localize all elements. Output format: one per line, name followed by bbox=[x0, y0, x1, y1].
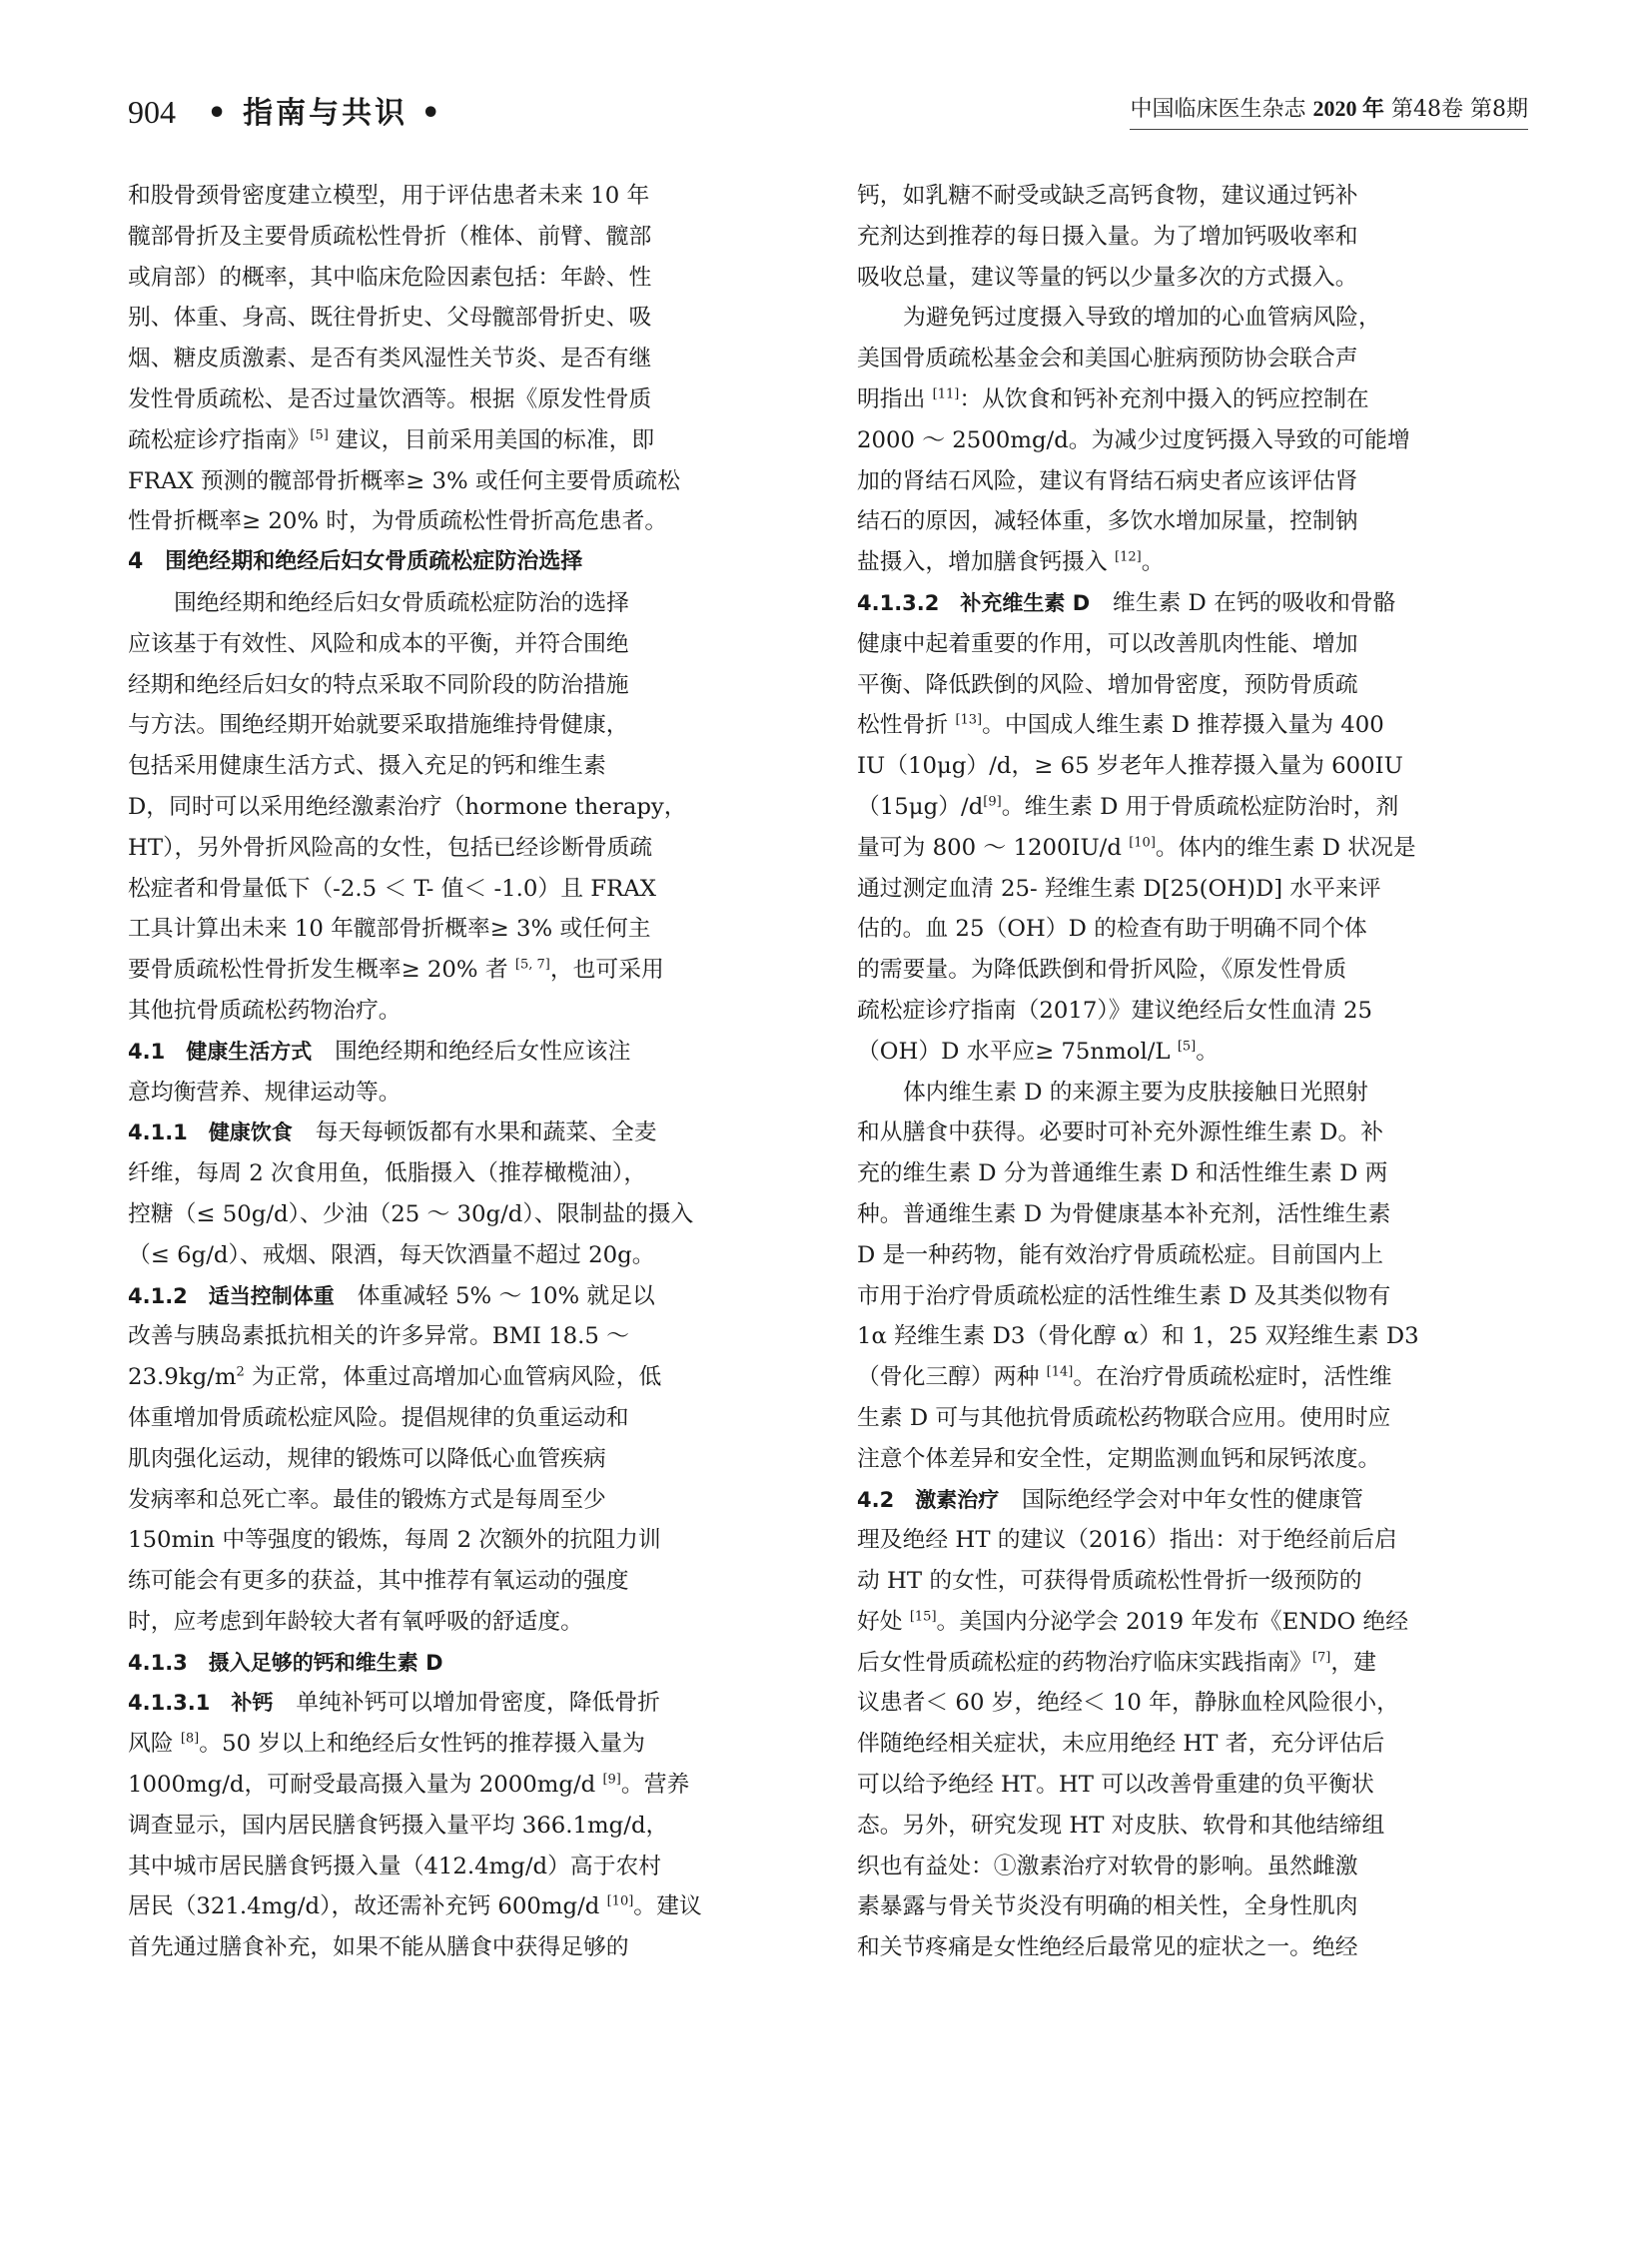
text-line: 性骨折概率≥ 20% 时，为骨质疏松性骨折高危患者。 bbox=[128, 508, 668, 535]
text-line: （≤ 6g/d）、戒烟、限酒，每天饮酒量不超过 20g。 bbox=[128, 1241, 655, 1268]
page-header-left bbox=[128, 96, 443, 129]
text-line: 充剂达到推荐的每日摄入量。为了增加钙吸收率和 bbox=[857, 223, 1358, 250]
text-line: 纤维，每周 2 次食用鱼，低脂摄入（推荐橄榄油）， bbox=[128, 1160, 647, 1187]
text-line: IU（10μg）/d，≥ 65 岁老年人推荐摄入量为 600IU bbox=[857, 753, 1403, 780]
text-line: 其他抗骨质疏松药物治疗。 bbox=[128, 997, 402, 1024]
text-line: 4.2 激素治疗 国际绝经学会对中年女性的健康管 bbox=[857, 1486, 1363, 1513]
text-line: 别、体重、身高、既往骨折史、父母髋部骨折史、吸 bbox=[128, 305, 652, 332]
text-line: 和股骨颈骨密度建立模型，用于评估患者未来 10 年 bbox=[128, 183, 650, 209]
text-line: 4.1.3 摄入足够的钙和维生素 D bbox=[128, 1650, 443, 1675]
text-line: 体重增加骨质疏松症风险。提倡规律的负重运动和 bbox=[128, 1404, 629, 1431]
text-line: 理及绝经 HT 的建议（2016）指出：对于绝经前后启 bbox=[857, 1527, 1397, 1554]
text-line: 肌肉强化运动，规律的锻炼可以降低心血管疾病 bbox=[128, 1445, 606, 1472]
text-line: 松性骨折 [13]。中国成人维生素 D 推荐摄入量为 400 bbox=[857, 712, 1384, 739]
text-line: D 是一种药物，能有效治疗骨质疏松症。目前国内上 bbox=[857, 1241, 1384, 1268]
text-line: 后女性骨质疏松症的药物治疗临床实践指南》[7]，建 bbox=[857, 1649, 1376, 1676]
section-title: • 指南与共识 • bbox=[207, 96, 443, 131]
text-line: 髋部骨折及主要骨质疏松性骨折（椎体、前臂、髋部 bbox=[128, 223, 652, 250]
text-line: 钙，如乳糖不耐受或缺乏高钙食物，建议通过钙补 bbox=[857, 183, 1358, 209]
text-line: HT），另外骨折风险高的女性，包括已经诊断骨质疏 bbox=[128, 834, 653, 861]
text-line: 动 HT 的女性，可获得骨质疏松性骨折一级预防的 bbox=[857, 1568, 1362, 1595]
text-line: 议患者＜ 60 岁，绝经＜ 10 年，静脉血栓风险很小， bbox=[857, 1690, 1399, 1717]
text-line: 吸收总量，建议等量的钙以少量多次的方式摄入。 bbox=[857, 264, 1358, 291]
text-line: 发性骨质疏松、是否过量饮酒等。根据《原发性骨质 bbox=[128, 385, 652, 412]
left-column bbox=[128, 176, 789, 1968]
text-line: 时，应考虑到年龄较大者有氧呼吸的舒适度。 bbox=[128, 1608, 583, 1635]
text-line: 种。普通维生素 D 为骨健康基本补充剂，活性维生素 bbox=[857, 1200, 1391, 1227]
text-line: 态。另外，研究发现 HT 对皮肤、软骨和其他结缔组 bbox=[857, 1812, 1385, 1839]
text-line: 2000 ～ 2500mg/d。为减少过度钙摄入导致的可能增 bbox=[857, 426, 1410, 453]
text-line: 或肩部）的概率，其中临床危险因素包括：年龄、性 bbox=[128, 264, 652, 291]
text-line: 美国骨质疏松基金会和美国心脏病预防协会联合声 bbox=[857, 346, 1358, 373]
text-line: 注意个体差异和安全性，定期监测血钙和尿钙浓度。 bbox=[857, 1445, 1381, 1472]
text-line: 1000mg/d，可耐受最高摄入量为 2000mg/d [9]。营养 bbox=[128, 1772, 690, 1799]
text-line: 织也有益处：①激素治疗对软骨的影响。虽然雌激 bbox=[857, 1853, 1358, 1879]
text-line: 首先通过膳食补充，如果不能从膳食中获得足够的 bbox=[128, 1934, 629, 1961]
text-line: 量可为 800 ～ 1200IU/d [10]。体内的维生素 D 状况是 bbox=[857, 834, 1416, 861]
text-line: 4.1 健康生活方式 围绝经期和绝经后女性应该注 bbox=[128, 1038, 631, 1065]
text-line: 要骨质疏松性骨折发生概率≥ 20% 者 [5, 7]，也可采用 bbox=[128, 957, 664, 984]
text-line: 控糖（≤ 50g/d）、少油（25 ～ 30g/d）、限制盐的摄入 bbox=[128, 1200, 694, 1227]
text-line: 4.1.1 健康饮食 每天每顿饭都有水果和蔬菜、全麦 bbox=[128, 1120, 657, 1146]
text-line: D，同时可以采用绝经激素治疗（hormone therapy， bbox=[128, 793, 687, 820]
journal-volume: 第48卷 bbox=[1391, 97, 1463, 122]
journal-issue: 第8期 bbox=[1470, 97, 1528, 122]
right-column bbox=[857, 176, 1518, 1968]
text-line: 经期和绝经后妇女的特点采取不同阶段的防治措施 bbox=[128, 671, 629, 698]
text-line: 包括采用健康生活方式、摄入充足的钙和维生素 bbox=[128, 753, 606, 780]
text-line: 伴随绝经相关症状，未应用绝经 HT 者，充分评估后 bbox=[857, 1731, 1385, 1758]
section-heading: 4 围绝经期和绝经后妇女骨质疏松症防治选择 bbox=[128, 549, 583, 575]
text-line: 结石的原因，减轻体重，多饮水增加尿量，控制钠 bbox=[857, 508, 1358, 535]
text-line: 素暴露与骨关节炎没有明确的相关性，全身性肌肉 bbox=[857, 1893, 1358, 1920]
text-line: 烟、糖皮质激素、是否有类风湿性关节炎、是否有继 bbox=[128, 346, 652, 373]
text-line: 调查显示，国内居民膳食钙摄入量平均 366.1mg/d， bbox=[128, 1812, 669, 1839]
text-line: 估的。血 25（OH）D 的检查有助于明确不同个体 bbox=[857, 916, 1367, 943]
text-line: 与方法。围绝经期开始就要采取措施维持骨健康， bbox=[128, 712, 629, 739]
text-line: 4.1.3.1 补钙 单纯补钙可以增加骨密度，降低骨折 bbox=[128, 1690, 660, 1717]
text-line: 其中城市居民膳食钙摄入量（412.4mg/d）高于农村 bbox=[128, 1853, 662, 1879]
text-line: 疏松症诊疗指南（2017）》建议绝经后女性血清 25 bbox=[857, 997, 1373, 1024]
text-line: 和从膳食中获得。必要时可补充外源性维生素 D。补 bbox=[857, 1120, 1384, 1146]
text-line: 平衡、降低跌倒的风险、增加骨密度，预防骨质疏 bbox=[857, 671, 1358, 698]
text-line: 体内维生素 D 的来源主要为皮肤接触日光照射 bbox=[903, 1079, 1368, 1106]
text-line: 风险 [8]。50 岁以上和绝经后女性钙的推荐摄入量为 bbox=[128, 1731, 645, 1758]
text-line: 和关节疼痛是女性绝经后最常见的症状之一。绝经 bbox=[857, 1934, 1358, 1961]
text-line: 的需要量。为降低跌倒和骨折风险，《原发性骨质 bbox=[857, 957, 1347, 984]
text-line: 加的肾结石风险，建议有肾结石病史者应该评估肾 bbox=[857, 467, 1358, 494]
text-line: 应该基于有效性、风险和成本的平衡，并符合围绝 bbox=[128, 630, 629, 657]
text-line: 生素 D 可与其他抗骨质疏松药物联合应用。使用时应 bbox=[857, 1404, 1391, 1431]
text-line: 市用于治疗骨质疏松症的活性维生素 D 及其类似物有 bbox=[857, 1282, 1391, 1309]
text-line: 通过测定血清 25- 羟维生素 D[25(OH)D] 水平来评 bbox=[857, 875, 1381, 902]
text-line: （骨化三醇）两种 [14]。在治疗骨质疏松症时，活性维 bbox=[857, 1364, 1392, 1391]
journal-name: 中国临床医生杂志 bbox=[1130, 97, 1306, 122]
text-line: 4.1.3.2 补充维生素 D 维生素 D 在钙的吸收和骨骼 bbox=[857, 589, 1396, 616]
text-line: 明指出 [11]：从饮食和钙补充剂中摄入的钙应控制在 bbox=[857, 385, 1369, 412]
text-line: 疏松症诊疗指南》[5] 建议，目前采用美国的标准，即 bbox=[128, 426, 655, 453]
text-line: （15μg）/d[9]。维生素 D 用于骨质疏松症防治时，剂 bbox=[857, 793, 1399, 820]
text-line: 围绝经期和绝经后妇女骨质疏松症防治的选择 bbox=[174, 589, 629, 616]
text-line: 发病率和总死亡率。最佳的锻炼方式是每周至少 bbox=[128, 1486, 606, 1513]
text-line: 意均衡营养、规律运动等。 bbox=[128, 1079, 402, 1106]
text-line: FRAX 预测的髋部骨折概率≥ 3% 或任何主要骨质疏松 bbox=[128, 467, 681, 494]
page-header-right bbox=[1130, 92, 1528, 130]
text-line: 练可能会有更多的获益，其中推荐有氧运动的强度 bbox=[128, 1568, 629, 1595]
text-line: 为避免钙过度摄入导致的增加的心血管病风险， bbox=[903, 305, 1381, 332]
text-line: 可以给予绝经 HT。HT 可以改善骨重建的负平衡状 bbox=[857, 1772, 1374, 1799]
text-line: 工具计算出未来 10 年髋部骨折概率≥ 3% 或任何主 bbox=[128, 916, 651, 943]
text-line: 150min 中等强度的锻炼，每周 2 次额外的抗阻力训 bbox=[128, 1527, 661, 1554]
text-line: （OH）D 水平应≥ 75nmol/L [5]。 bbox=[857, 1038, 1220, 1065]
text-line: 松症者和骨量低下（-2.5 ＜ T- 值＜ -1.0）且 FRAX bbox=[128, 875, 656, 902]
text-line: 盐摄入，增加膳食钙摄入 [12]。 bbox=[857, 549, 1165, 576]
text-line: 好处 [15]。美国内分泌学会 2019 年发布《ENDO 绝经 bbox=[857, 1608, 1408, 1635]
journal-year: 2020 年 bbox=[1312, 96, 1384, 121]
text-line: 改善与胰岛素抵抗相关的许多异常。BMI 18.5 ～ bbox=[128, 1323, 629, 1350]
text-line: 充的维生素 D 分为普通维生素 D 和活性维生素 D 两 bbox=[857, 1160, 1388, 1187]
text-line: $23.9kg/m^2$ 为正常，体重过高增加心血管病风险，低 bbox=[128, 1364, 662, 1391]
text-line: 4.1.2 适当控制体重 体重减轻 5% ～ 10% 就足以 bbox=[128, 1282, 655, 1309]
text-line: 1α 羟维生素 D3（骨化醇 α）和 1，25 双羟维生素 D3 bbox=[857, 1323, 1419, 1350]
text-line: 健康中起着重要的作用，可以改善肌肉性能、增加 bbox=[857, 630, 1358, 657]
text-line: 居民（321.4mg/d），故还需补充钙 600mg/d [10]。建议 bbox=[128, 1893, 702, 1920]
page-number: 904 bbox=[128, 94, 176, 130]
